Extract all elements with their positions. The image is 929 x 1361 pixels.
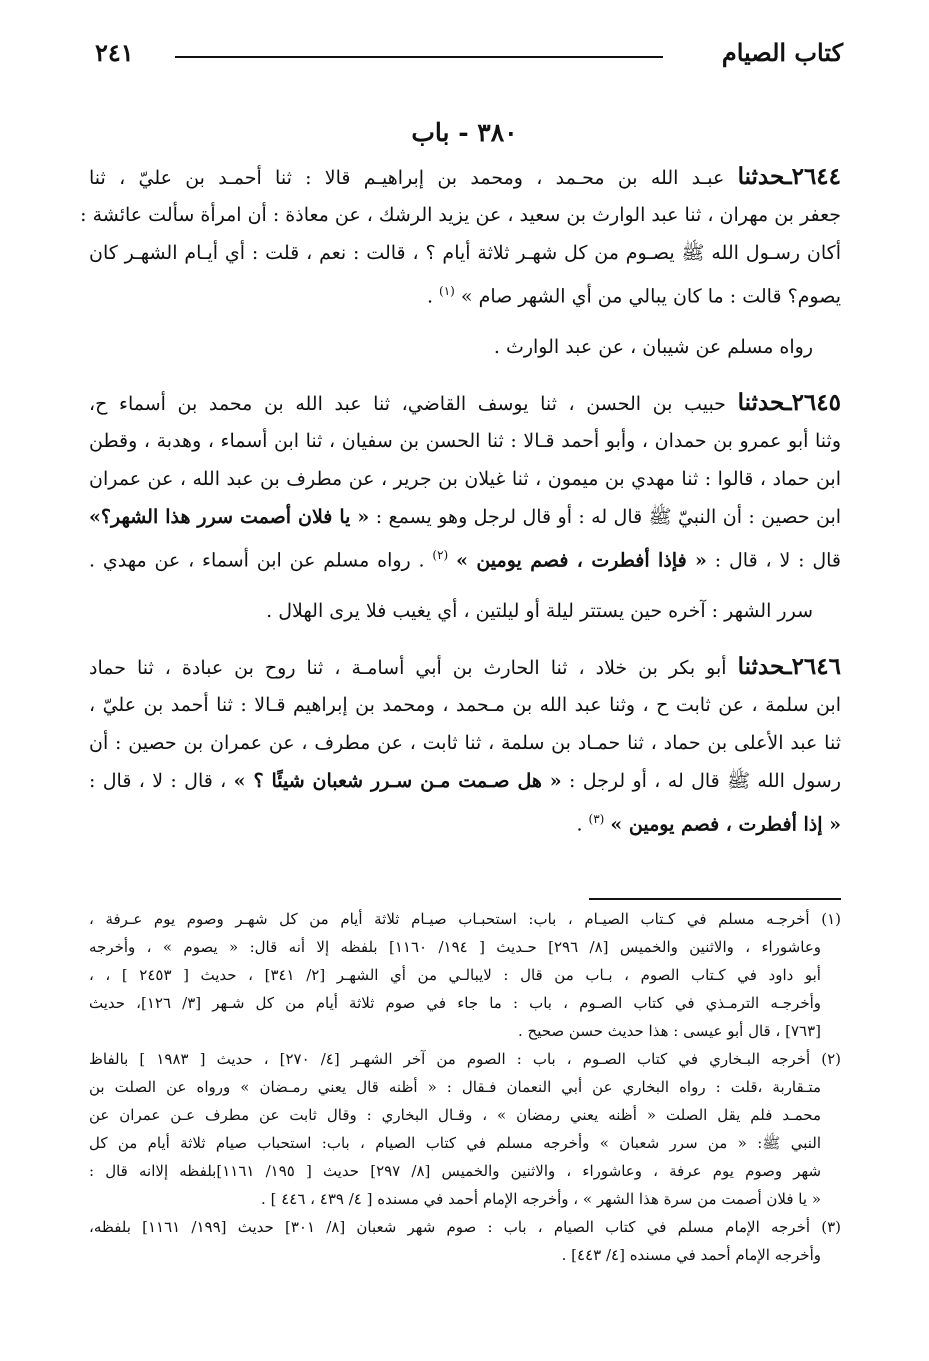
footnote-marker: (٢) bbox=[821, 1050, 842, 1068]
haddathana-label: ـحدثنا bbox=[737, 653, 792, 680]
footnote-line: وأخرجـه الترمـذي في كتاب الصـوم ، باب : ما جاء في صوم ثلاثة أيام من كل شـهر [٣/ ١٢٦]، حديث bbox=[89, 994, 822, 1012]
quoted-text: « فإذا أفطرت ، فصم يومين » bbox=[456, 549, 707, 572]
book-title: كتاب الصيام bbox=[721, 38, 843, 67]
haddathana-label: ـحدثنا bbox=[737, 163, 792, 190]
footnote-line bbox=[89, 1213, 841, 1241]
footnote-line: شهر وصوم يوم عرفة ، وعاشوراء ، والاثنين والخميس [٨/ ٢٩٧] حديث [ ١٩٥/ ١١٦١]بلفظه إلاانه قال : bbox=[89, 1162, 822, 1180]
footnote-ref: (١) bbox=[439, 284, 455, 298]
hadith-number: ٢٦٤٥ bbox=[791, 389, 841, 416]
paragraph-gap bbox=[89, 630, 841, 648]
paragraph-gap bbox=[89, 574, 841, 592]
text-run: ابن حصين : أن النبيّ ﷺ قال له : أو قال لرجل وهو يسمع : bbox=[375, 506, 842, 528]
quoted-text: « يا فلان أصمت سرر هذا الشهر؟» bbox=[89, 506, 370, 528]
hadith-number: ٢٦٤٤ bbox=[791, 163, 842, 190]
text-run: أخرجه البـخاري في كتاب الصـوم ، باب : الصوم من آخر الشهـر [٤/ ٢٧٠] ، حديث [ ١٩٨٣ ] بالفاظ bbox=[89, 1050, 811, 1068]
footnote-line: محمـد فلم يقل الصلت « أظنه يعني رمضان » ، وقـال البخاري : وقال ثابت عن مطرف عـن عمران عن bbox=[89, 1106, 821, 1124]
text-run: أخرجه الإمام مسلم في كتاب الصيام ، باب : صوم شهر شعبان [٨/ ٣٠١] حديث [١٩٩/ ١١٦١] بلفظه، bbox=[89, 1218, 811, 1236]
text-run: أبو بكر بن خلاد ، ثنا الحارث بن أبي أسامـة ، ثنا روح بن عبادة ، ثنا حماد bbox=[89, 657, 727, 679]
text-line: وثنا أبو عمرو بن حمدان ، وأبو أحمد قـالا : ثنا الحسن بن سفيان ، ثنا ابن أسماء ، وهدبة ، وقطن bbox=[89, 430, 841, 452]
text-line: « إذا أفطرت ، فصم يومين » $^{(٣)}$ . bbox=[576, 812, 841, 836]
footnote-line: أبو داود في كـتاب الصوم ، بـاب من قال : لايبالـي من أي الشهـر [٢/ ٣٤١] ، حديث [ ٢٤٥٣ ] ، ، bbox=[89, 966, 821, 984]
quoted-text: « هل صـمت مـن سـرر شعبان شيئًا ؟ » bbox=[233, 770, 562, 792]
footnote-marker: (٣) bbox=[821, 1218, 842, 1236]
text-run: رسول الله ﷺ قال له ، أو لرجل : bbox=[569, 770, 842, 792]
text-line bbox=[89, 536, 841, 574]
text-line bbox=[89, 762, 841, 800]
text-run: ، قال : لا ، قال : bbox=[89, 770, 227, 792]
haddathana-label: ـحدثنا bbox=[737, 389, 792, 416]
paragraph-gap bbox=[89, 366, 841, 384]
text-line: يصوم؟ قالت : ما كان يبالي من أي الشهر صام » $^{(١)}$ . bbox=[426, 284, 841, 308]
text-run: أخرجـه مسلم في كـتاب الصيـام ، باب: استحبـاب صيـام ثلاثة أيام من كل شهـر وصوم يوم عـرفة ، bbox=[89, 910, 810, 928]
footnote-line: [٧٦٣] ، قال أبو عيسى : هذا حديث حسن صحيح . bbox=[517, 1022, 821, 1040]
text-run: عبـد الله بن محـمد ، ومحمد بن إبراهيـم قالا : ثنا أحمـد بن عليّ ، ثنا bbox=[89, 167, 725, 189]
text-run: . رواه مسلم عن ابن أسماء ، عن مهدي . bbox=[89, 549, 425, 572]
footnote-line: وأخرجه الإمام أحمد في مسنده [٤/ ٤٤٣] . bbox=[561, 1246, 821, 1264]
footnote-marker: (١) bbox=[821, 910, 841, 928]
running-head bbox=[95, 34, 843, 74]
chapter-title: ٣٨٠ - باب bbox=[411, 118, 518, 147]
text-line: رواه مسلم عن شيبان ، عن عبد الوارث . bbox=[493, 336, 813, 358]
footnote-rule bbox=[589, 898, 841, 900]
footnote-line: متـقاربة ،قلت : رواه البخاري عن أبي النعمان فـقال : « أظنه قال يعني رمـضان » ورواه عن الصلت بن bbox=[89, 1078, 821, 1096]
text-run: قال : لا ، قال : bbox=[714, 549, 841, 572]
text-line bbox=[89, 648, 841, 686]
hadith-number: ٢٦٤٦ bbox=[791, 653, 841, 680]
text-line: ابن سلمة ، عن ثابت ح ، وثنا عبد الله بن مـحمد ، ومحمد بن إبراهيم قـالا : ثنا أحمد بن عليّ ، bbox=[89, 694, 841, 716]
footnote-line: « يا فلان أصمت من سرة هذا الشهر » ، وأخرجه الإمام أحمد في مسنده [ ٤/ ٤٣٩ ، ٤٤٦ ] . bbox=[261, 1190, 821, 1208]
header-rule bbox=[175, 56, 663, 58]
text-line: سرر الشهر : آخره حين يستتر ليلة أو ليلتين ، أي يغيب فلا يرى الهلال . bbox=[266, 600, 813, 622]
footnote-ref: (٣) bbox=[588, 812, 605, 826]
text-line bbox=[89, 158, 841, 196]
text-line: جعفر بن مهران ، ثنا عبد الوارث بن سعيد ، عن يزيد الرشك ، عن معاذة : أن امرأة سألت عائشة : bbox=[80, 204, 841, 226]
text-line bbox=[89, 498, 841, 536]
footnote-line bbox=[89, 905, 841, 933]
text-line: ثنا عبد الأعلى بن حماد ، ثنا حمـاد بن سلمة ، ثنا ثابت ، عن مطرف ، عن عمران بن حصين : أن bbox=[89, 732, 841, 754]
text-line bbox=[89, 384, 841, 422]
footnote-ref: (٢) bbox=[432, 548, 449, 562]
footnotes bbox=[89, 905, 841, 1269]
footnote-line: وعاشوراء ، والاثنين والخميس [٨/ ٢٩٦] حـديث [ ١٩٤/ ١١٦٠] بلفظه إلا أنه قال: « يصوم » ، وأخرجه bbox=[89, 938, 822, 956]
text-line: أكان رسـول الله ﷺ يصـوم من كل شهـر ثلاثة أيام ؟ ، قالت : نعم ، قلت : أي أيـام الشهـر كان bbox=[89, 242, 841, 264]
hadith-body bbox=[80, 158, 842, 838]
page-number: ٢٤١ bbox=[95, 38, 134, 67]
footnote-line: النبي ﷺ: « من سرر شعبان » وأخرجه مسلم في كتاب الصيام ، باب: استحباب صيام ثلاثة أيام من كل bbox=[89, 1134, 821, 1152]
text-run: يصوم؟ قالت : ما كان يبالي من أي الشهر صام » bbox=[460, 285, 841, 308]
text-run: حبيب بن الحسن ، ثنا يوسف القاضي، ثنا عبد الله بن محمد بن أسماء ح، bbox=[89, 393, 726, 415]
paragraph-gap bbox=[89, 310, 841, 328]
footnote-line bbox=[89, 1045, 841, 1073]
quoted-text: « إذا أفطرت ، فصم يومين » bbox=[610, 813, 841, 836]
text-line: ابن حماد ، قالوا : ثنا مهدي بن ميمون ، ثنا غيلان بن جرير ، عن مطرف بن عبد الله ، عن عمران bbox=[89, 468, 841, 490]
